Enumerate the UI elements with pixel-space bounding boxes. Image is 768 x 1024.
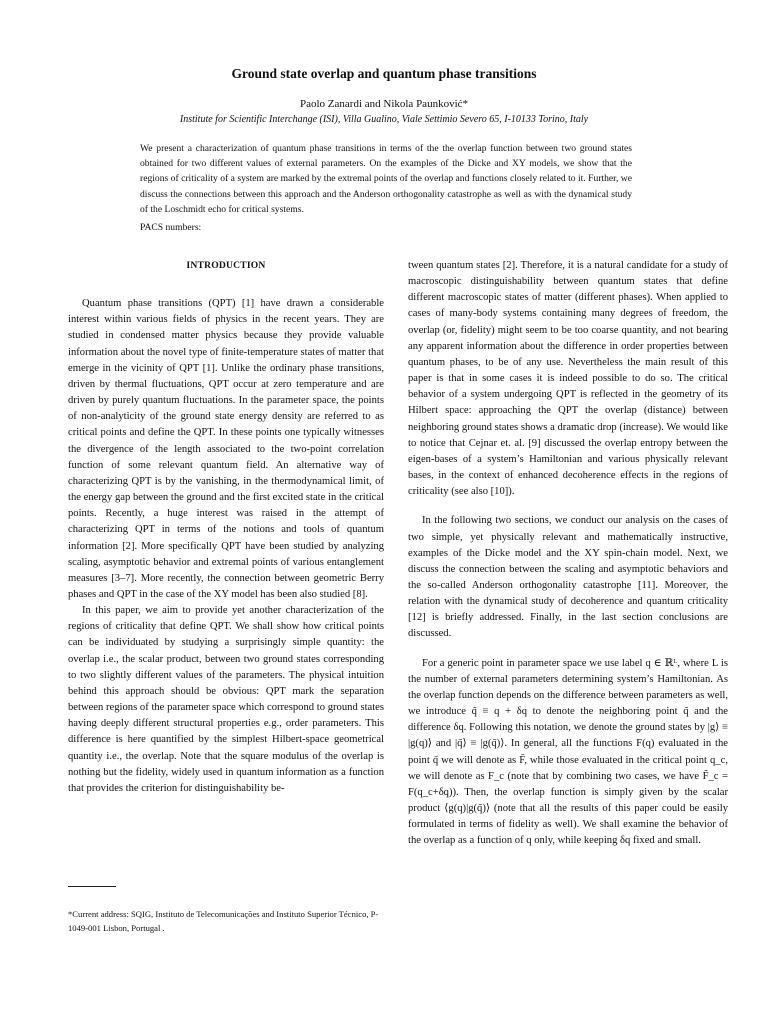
footnote: *Current address: SQIG, Instituto de Telecomunicações and Instituto Superior Técnico, P-1049-001 Lisbon, Portugal . (68, 909, 379, 933)
body-paragraph: Quantum phase transitions (QPT) [1] have drawn a considerable interest within various fields of physics in the recent years. They are studied in condensed matter physics because they provide valuable information about the novel type of finite-temperature states of matter that emerge in the vicinity of QPT [1]. Unlike the ordinary phase transitions, driven by thermal fluctuations, QPT occur at zero temperature and are driven by purely quantum fluctuations. In the parameter space, the points of non-analyticity of the ground state energy density are referred to as critical points and define the QPT. In these points one typically witnesses the divergence of the length associated to the two-point correlation function of some relevant quantum field. An alternative way of characterizing QPT is by the vanishing, in the thermodynamical limit, of the energy gap between the ground and the first excited state in the critical points. Recently, a huge interest was raised in the attempt of characterizing QPT in terms of the notions and tools of quantum information [2]. More specifically QPT have been studied by analyzing scaling, asymptotic behavior and extremal points of various entanglement measures [3–7]. More recently, the connection between geometric Berry phases and QPT in the case of the XY model has been also studied [8]. (68, 298, 384, 600)
paper-affiliation: Institute for Scientific Interchange (ISI), Villa Gualino, Viale Settimio Severo 65, I-10133 Torino, Italy (179, 114, 589, 125)
body-paragraph: For a generic point in parameter space we use label q ∈ ℝᴸ, where L is the number of external parameters determining system’s Hamiltonian. As the overlap function depends on the difference between parameters as well, we introduce q̃ ≡ q + δq to denote the neighboring point q̃ and the difference δq. Following this notation, we denote the ground states by |g⟩ ≡ |g(q)⟩ and |q̃⟩ ≡ |g(q̃)⟩. In general, all the functions F(q) evaluated in the point q̃ we will denote as F̃, while those evaluated in the critical point q_c, we will denote as F_c (note that by combining two cases, we have F̃_c = F(q_c+δq)). Then, the overlap function is simply given by the scalar product ⟨g(q)|g(q̃)⟩ (note that all the results of this paper could be easily formulated in terms of fidelity as well). We shall examine the behavior of the overlap as a function of q only, while keeping δq fixed and small. (408, 657, 728, 847)
body-paragraph: In this paper, we aim to provide yet another characterization of the regions of criticality that define QPT. We shall show how critical points can be individuated by studying a surprisingly simple quantity: the overlap i.e., the scalar product, between two ground states corresponding to two slightly different values of the parameters. The physical intuition behind this approach should be obvious: QPT mark the separation between regions of the parameter space which correspond to ground states having deeply different structural properties e.g., order parameters. This difference is here quantified by the simplest Hilbert-space geometrical quantity i.e., the overlap. Note that the square modulus of the overlap is nothing but the fidelity, widely used in quantum information as a function that provides the criterion for distinguishability be- (68, 605, 384, 794)
paper-title: Ground state overlap and quantum phase transitions (231, 66, 537, 81)
body-paragraph: tween quantum states [2]. Therefore, it is a natural candidate for a study of macroscopic distinguishability between quantum states that define different macroscopic states of matter (different phases). When applied to cases of many-body systems containing many degrees of freedom, the overlap (or, fidelity) might seem to be too coarse quantity, and not bearing any apparent information about the difference in order properties between quantum phases, to be of any use. Nevertheless the main result of this paper is that in some cases it is indeed possible to do so. The critical behavior of a system undergoing QPT is reflected in the geometry of its Hilbert space: approaching the QPT the overlap (distance) between neighboring ground states shows a dramatic drop (increase). We would like to notice that Cejnar et. al. [9] discussed the overlap entropy between the eigen-bases of a system’s Hamiltonian and various physically relevant bases, in the context of enhanced decoherence effects in the regions of criticality (see also [10]). (408, 260, 728, 498)
right-column (408, 258, 728, 849)
section-heading: INTRODUCTION (186, 260, 266, 271)
body-paragraph: In the following two sections, we conduct our analysis on the cases of two simple, yet physically relevant and mathematically instructive, examples of the Dicke model and the XY spin-chain model. Next, we discuss the connection between the scaling and asymptotic behaviors and the so-called Anderson orthogonality catastrophe [11]. Moreover, the relation with the dynamical study of decoherence and quantum criticality [12] is briefly addressed. Finally, in the last section conclusions are discussed. (408, 515, 728, 640)
paper-abstract: We present a characterization of quantum phase transitions in terms of the the overlap function between two ground states obtained for two different values of external parameters. On the examples of the Dicke and XY models, we show that the regions of criticality of a system are marked by the extremal points of the overlap and functions closely related to it. Further, we discuss the connections between this approach and the Anderson orthogonality catastrophe as well as with the dynamical study of the Loschmidt echo for critical systems. (140, 143, 632, 215)
paper-authors: Paolo Zanardi and Nikola Paunković* (299, 98, 469, 110)
pacs-numbers: PACS numbers: (140, 222, 202, 233)
left-column (68, 258, 384, 797)
footnote-rule (68, 886, 116, 887)
